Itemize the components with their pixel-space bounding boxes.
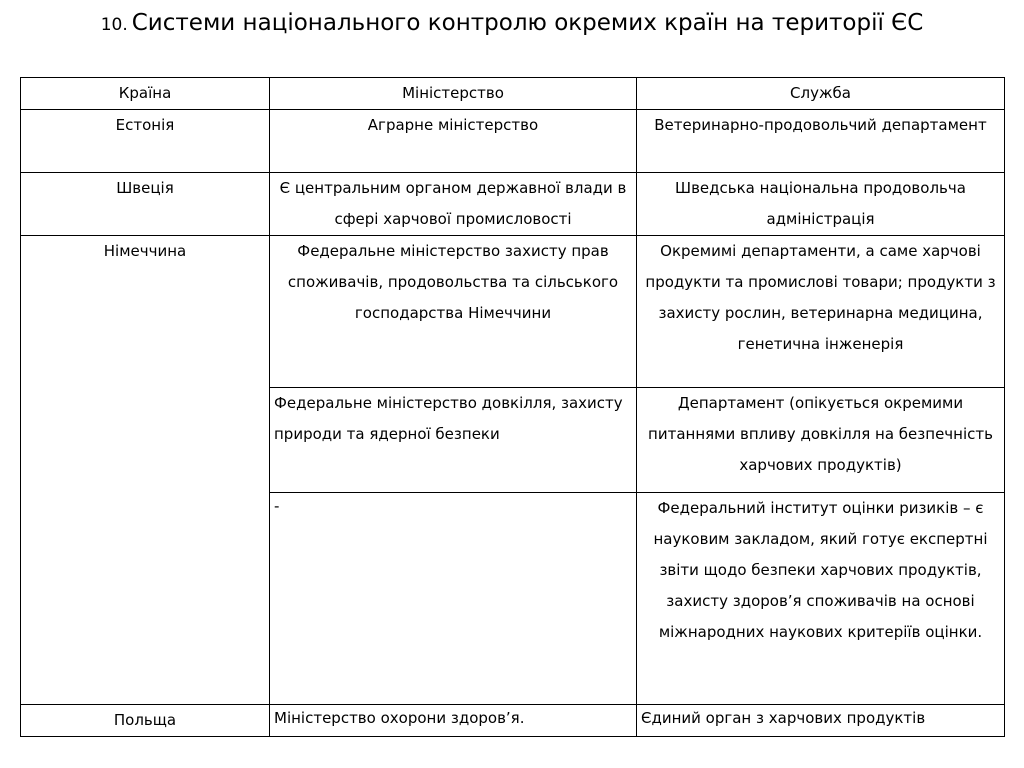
ministry-cell: Федеральне міністерство довкілля, захисту природи та ядерної безпеки [270, 388, 637, 493]
ministry-cell: Є центральним органом державної влади в сфері харчової промисловості [270, 173, 637, 236]
service-cell: Єдиний орган з харчових продуктів [637, 705, 1005, 737]
country-cell: Естонія [21, 110, 270, 173]
header-service: Служба [637, 78, 1005, 110]
country-cell: Польща [21, 705, 270, 737]
country-cell: Німеччина [21, 236, 270, 705]
table-header-row [21, 78, 1005, 110]
page-title [0, 10, 1024, 36]
title-number: 10. [100, 15, 128, 35]
table-row-estonia [21, 110, 1005, 173]
country-cell: Швеція [21, 173, 270, 236]
ministry-cell: Міністерство охорони здоров’я. [270, 705, 637, 737]
table-row-germany-1 [21, 236, 1005, 388]
ministry-cell: Аграрне міністерство [270, 110, 637, 173]
ministry-cell: Федеральне міністерство захисту прав споживачів, продовольства та сільського господарства Німеччини [270, 236, 637, 388]
ministry-cell: - [270, 493, 637, 705]
table-row-sweden [21, 173, 1005, 236]
service-cell: Ветеринарно-продовольчий департамент [637, 110, 1005, 173]
service-cell: Федеральний інститут оцінки ризиків – є науковим закладом, який готує експертні звіти щодо безпеки харчових продуктів, захисту здоров’я споживачів на основі міжнародних наукових критеріїв оцінки. [637, 493, 1005, 705]
control-systems-table [20, 77, 1005, 737]
header-country: Країна [21, 78, 270, 110]
service-cell: Окремимі департаменти, а саме харчові продукти та промислові товари; продукти з захисту рослин, ветеринарна медицина, генетична інженерія [637, 236, 1005, 388]
service-cell: Шведська національна продовольча адміністрація [637, 173, 1005, 236]
service-cell: Департамент (опікується окремими питаннями впливу довкілля на безпечність харчових продуктів) [637, 388, 1005, 493]
header-ministry: Міністерство [270, 78, 637, 110]
title-text: Системи національного контролю окремих країн на території ЄС [131, 10, 924, 36]
table-row-poland [21, 705, 1005, 737]
